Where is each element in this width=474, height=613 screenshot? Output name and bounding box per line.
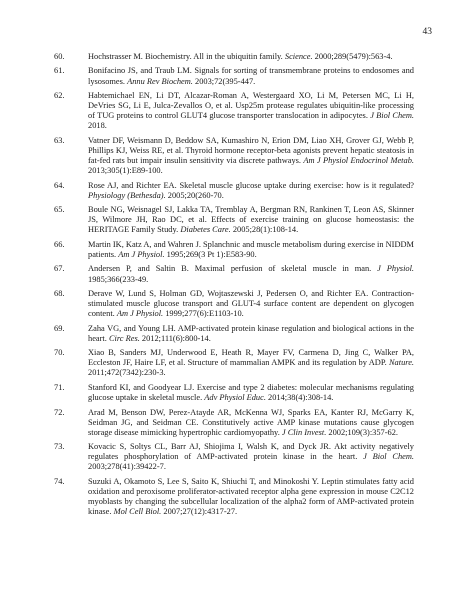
reference-text: Kovacic S, Soltys CL, Barr AJ, Shiojima I, Walsh K, and Dyck JR. Akt activity negatively regulates phosphorylation of AMP-activated protein kinase in the heart. bbox=[88, 442, 414, 462]
reference-item bbox=[54, 348, 415, 378]
reference-number: 65. bbox=[54, 205, 65, 215]
reference-citation: 2005;28(1):108-14. bbox=[232, 225, 299, 235]
reference-journal: Adv Physiol Educ. bbox=[204, 393, 266, 403]
reference-item bbox=[54, 239, 414, 260]
reference-journal: J Physiol. bbox=[377, 264, 415, 274]
reference-number: 69. bbox=[54, 323, 65, 333]
reference-journal: Physiology (Bethesda). bbox=[88, 190, 166, 200]
reference-citation: 2007;27(12):4317-27. bbox=[163, 507, 238, 517]
reference-text: Derave W, Lund S, Holman GD, Wojtaszewski J, Pedersen O, and Richter EA. Contraction-stimulated muscle glucose transport and GLUT-4 surface content are dependent on glycogen content. bbox=[88, 289, 414, 319]
reference-journal: Nature. bbox=[388, 358, 415, 368]
reference-citation: 2013;305(1):E89-100. bbox=[88, 166, 163, 176]
reference-journal: Diabetes Care. bbox=[180, 225, 231, 235]
reference-number: 70. bbox=[54, 348, 65, 358]
reference-text: Martin IK, Katz A, and Wahren J. Splanchnic and muscle metabolism during exercise in NIDDM patients. bbox=[88, 239, 414, 259]
reference-citation: 2018. bbox=[88, 121, 107, 131]
reference-citation: 2003;72(395-447. bbox=[195, 76, 256, 86]
reference-journal: Am J Physiol. bbox=[116, 309, 164, 319]
reference-citation: 2014;38(4):308-14. bbox=[268, 393, 334, 403]
reference-text: Habtemichael EN, Li DT, Alcazar-Roman A, Westergaard XO, Li M, Petersen MC, Li H, DeVries SG, Li E, Julca-Zevallos O, et al. Usp25m protease regulates ubiquitin-like processing of TUG proteins to control GLUT4 glucose transporter translocation in adipocytes. bbox=[88, 91, 414, 121]
reference-journal: J Clin Invest. bbox=[281, 427, 327, 437]
reference-number: 60. bbox=[54, 52, 65, 61]
reference-text: Zaha VG, and Young LH. AMP-activated protein kinase regulation and biological actions in the heart. bbox=[88, 323, 414, 343]
reference-text: Bonifacino JS, and Traub LM. Signals for sorting of transmembrane proteins to endosomes and lysosomes. bbox=[88, 66, 414, 86]
reference-citation: 2011;472(7342):230-3. bbox=[88, 368, 166, 378]
reference-item bbox=[54, 205, 414, 235]
reference-item bbox=[54, 180, 414, 201]
reference-journal: Am J Physiol Endocrinol Metab. bbox=[303, 156, 414, 166]
reference-text: Xiao B, Sanders MJ, Underwood E, Heath R, Mayer FV, Carmena D, Jing C, Walker PA, Eccleston JF, Haire LF, et al. Structure of mammalian AMPK and its regulation by ADP. bbox=[88, 348, 414, 368]
page-number: 43 bbox=[422, 27, 432, 37]
reference-number: 71. bbox=[54, 382, 65, 392]
reference-text: Stanford KI, and Goodyear LJ. Exercise and type 2 diabetes: molecular mechanisms regulating glucose uptake in skeletal muscle. bbox=[88, 382, 414, 403]
reference-text: Arad M, Benson DW, Perez-Atayde AR, McKenna WJ, Sparks EA, Kanter RJ, McGarry K, Seidman JG, and Seidman CE. Constitutively active AMP kinase mutations cause glycogen storage disease mimicking hypertrophic cardiomyopathy. bbox=[88, 407, 414, 437]
reference-citation: 1995;269(3 Pt 1):E583-90. bbox=[166, 249, 257, 259]
reference-item bbox=[54, 135, 414, 176]
reference-citation: 2002;109(3):357-62. bbox=[328, 427, 398, 437]
reference-number: 64. bbox=[54, 180, 65, 190]
reference-text: Rose AJ, and Richter EA. Skeletal muscle glucose uptake during exercise: how is it regulated? bbox=[88, 180, 414, 190]
reference-text: Hochstrasser M. Biochemistry. All in the ubiquitin family. bbox=[88, 52, 283, 61]
reference-citation: 2000;289(5479):563-4. bbox=[314, 52, 393, 61]
reference-journal: Circ Res. bbox=[108, 333, 140, 343]
reference-number: 67. bbox=[54, 264, 65, 274]
reference-item bbox=[54, 382, 414, 403]
reference-citation: 2005;20(260-70. bbox=[167, 190, 224, 200]
reference-text: Andersen P, and Saltin B. Maximal perfusion of skeletal muscle in man. bbox=[88, 264, 372, 274]
reference-number: 63. bbox=[54, 135, 65, 145]
reference-citation: 2012;111(6):800-14. bbox=[141, 333, 211, 343]
reference-item bbox=[54, 66, 414, 86]
reference-text: Boule NG, Weisnagel SJ, Lakka TA, Tremblay A, Bergman RN, Rankinen T, Leon AS, Skinner JS, Wilmore JH, Rao DC, et al. Effects of exercise training on glucose homeostasis: the HERITAGE Family Study. bbox=[88, 205, 414, 235]
reference-item bbox=[54, 442, 415, 472]
reference-item bbox=[54, 323, 414, 344]
reference-journal: J Biol Chem. bbox=[370, 111, 415, 121]
reference-text: Suzuki A, Okamoto S, Lee S, Saito K, Shiuchi T, and Minokoshi Y. Leptin stimulates fatty acid oxidation and peroxisome proliferator-activated receptor alpha gene expression in mouse C2C12 myoblasts by changing the subcellular localization of the alpha2 form of AMP-activated protein kinase. bbox=[88, 476, 414, 517]
reference-number: 68. bbox=[54, 289, 65, 298]
reference-number: 74. bbox=[54, 476, 65, 486]
reference-journal: Mol Cell Biol. bbox=[113, 507, 162, 517]
reference-citation: 1985;366(233-49. bbox=[88, 274, 149, 284]
reference-item bbox=[54, 264, 415, 284]
reference-journal: Science. bbox=[284, 52, 313, 61]
reference-item bbox=[54, 407, 414, 438]
reference-journal: Annu Rev Biochem. bbox=[127, 76, 193, 86]
reference-citation: 1999;277(6):E1103-10. bbox=[165, 309, 244, 319]
reference-item bbox=[54, 52, 414, 62]
reference-number: 61. bbox=[54, 66, 65, 76]
reference-list bbox=[54, 52, 415, 522]
reference-citation: 2003;278(41):39422-7. bbox=[88, 462, 166, 472]
reference-journal: Am J Physiol. bbox=[118, 249, 165, 259]
reference-number: 72. bbox=[54, 407, 65, 417]
reference-number: 73. bbox=[54, 442, 65, 452]
reference-item bbox=[54, 476, 414, 517]
reference-number: 66. bbox=[54, 239, 65, 249]
reference-number: 62. bbox=[54, 91, 65, 101]
reference-text: Vatner DF, Weismann D, Beddow SA, Kumashiro N, Erion DM, Liao XH, Grover GJ, Webb P, Phillips KJ, Weiss RE, et al. Thyroid hormone receptor-beta agonists prevent hepatic steatosis in fat-fed rats but impair insulin sensitivity via discrete pathways. bbox=[88, 135, 414, 166]
reference-item bbox=[54, 91, 415, 131]
reference-journal: J Biol Chem. bbox=[363, 452, 415, 462]
reference-item bbox=[54, 289, 414, 319]
